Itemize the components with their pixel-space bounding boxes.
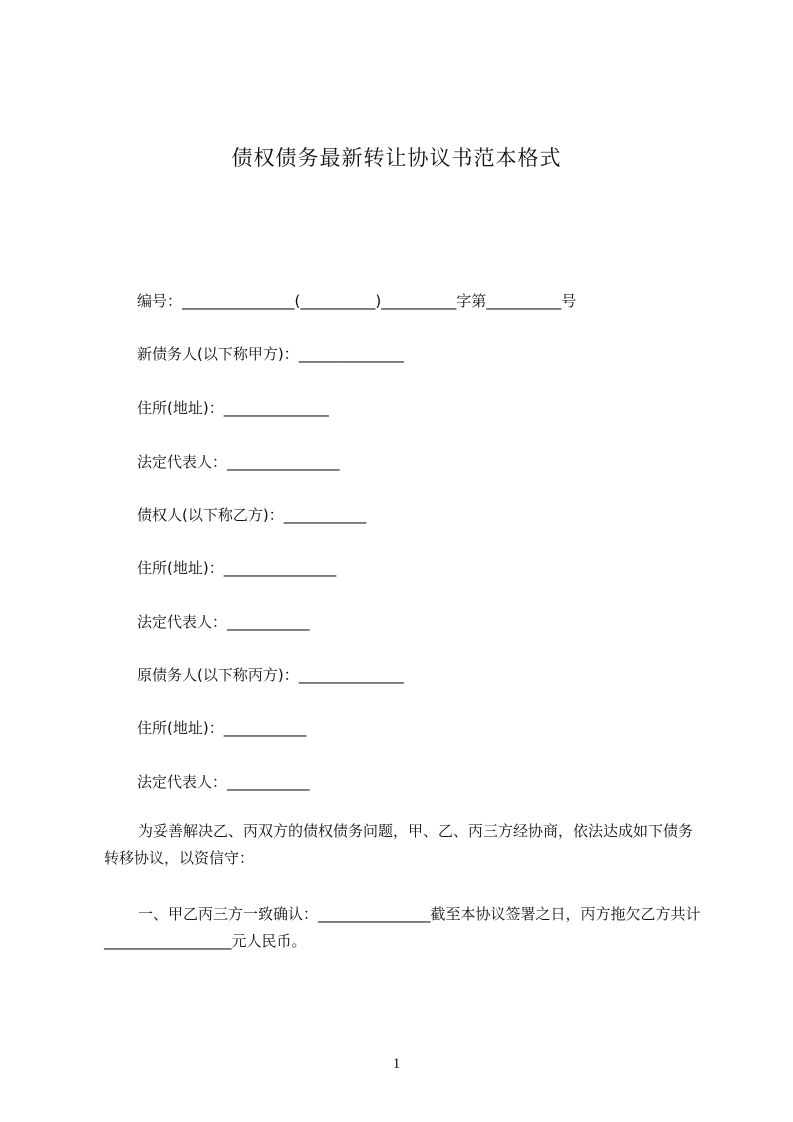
contract-number-line: 编号：_______________(__________)__________字第__________号 xyxy=(137,292,577,310)
page-number: 1 xyxy=(392,1056,401,1072)
original-debtor-line: 原债务人(以下称丙方)：______________ xyxy=(137,666,404,684)
clause-one-paragraph xyxy=(104,901,704,955)
preamble-text: 为妥善解决乙、丙双方的债权债务问题，甲、乙、丙三方经协商，依法达成如下债务转移协议，以资信守： xyxy=(104,822,694,867)
creditor-line: 债权人(以下称乙方)：___________ xyxy=(137,506,367,524)
new-debtor-address-line: 住所(地址)：______________ xyxy=(137,399,329,417)
original-debtor-address-line: 住所(地址)：___________ xyxy=(137,719,307,737)
creditor-representative-line: 法定代表人：___________ xyxy=(137,613,310,631)
document-title: 债权债务最新转让协议书范本格式 xyxy=(231,146,562,170)
new-debtor-representative-line: 法定代表人：_______________ xyxy=(137,453,340,471)
original-debtor-representative-line: 法定代表人：___________ xyxy=(137,773,310,791)
new-debtor-line: 新债务人(以下称甲方)：______________ xyxy=(137,345,404,363)
preamble-paragraph xyxy=(104,818,704,872)
creditor-address-line: 住所(地址)：_______________ xyxy=(137,559,337,577)
clause-one-text: 一、甲乙丙三方一致确认：_______________截至本协议签署之日，丙方拖欠乙方共计_________________元人民币。 xyxy=(104,905,701,950)
